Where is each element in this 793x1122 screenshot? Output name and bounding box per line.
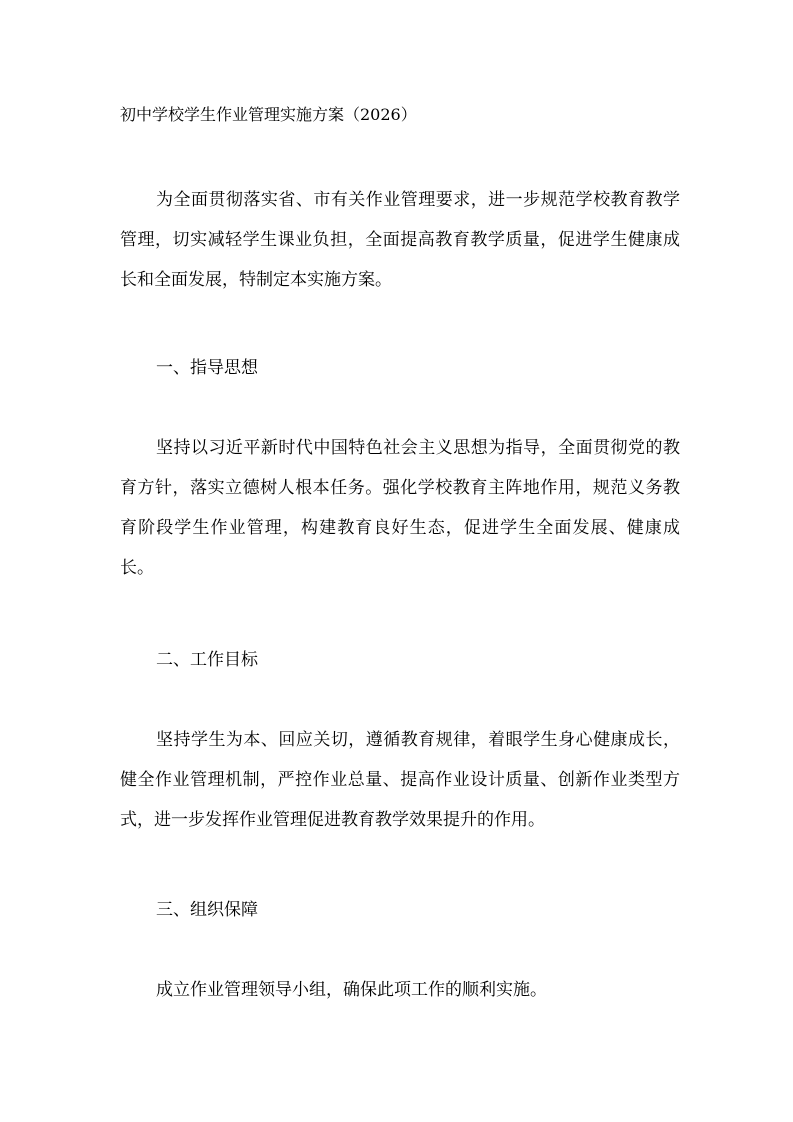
document-title: 初中学校学生作业管理实施方案（2026） [120,105,417,124]
section-heading-guiding-thought: 一、指导思想 [156,358,258,378]
section-body-guiding-thought: 坚持以习近平新时代中国特色社会主义思想为指导，全面贯彻党的教育方针，落实立德树人根本任务。强化学校教育主阵地作用，规范义务教育阶段学生作业管理，构建教育良好生态，促进学生全面发展、健康成长。 [120,438,680,578]
section-body-work-goals: 坚持学生为本、回应关切，遵循教育规律，着眼学生身心健康成长，健全作业管理机制，严控作业总量、提高作业设计质量、创新作业类型方式，进一步发挥作业管理促进教育教学效果提升的作用。 [120,730,680,830]
section-body-organization: 成立作业管理领导小组，确保此项工作的顺利实施。 [156,980,547,1000]
intro-paragraph: 为全面贯彻落实省、市有关作业管理要求，进一步规范学校教育教学管理，切实减轻学生课业负担，全面提高教育教学质量，促进学生健康成长和全面发展，特制定本实施方案。 [120,190,680,290]
section-heading-work-goals: 二、工作目标 [156,650,258,670]
section-heading-organization: 三、组织保障 [156,900,258,920]
